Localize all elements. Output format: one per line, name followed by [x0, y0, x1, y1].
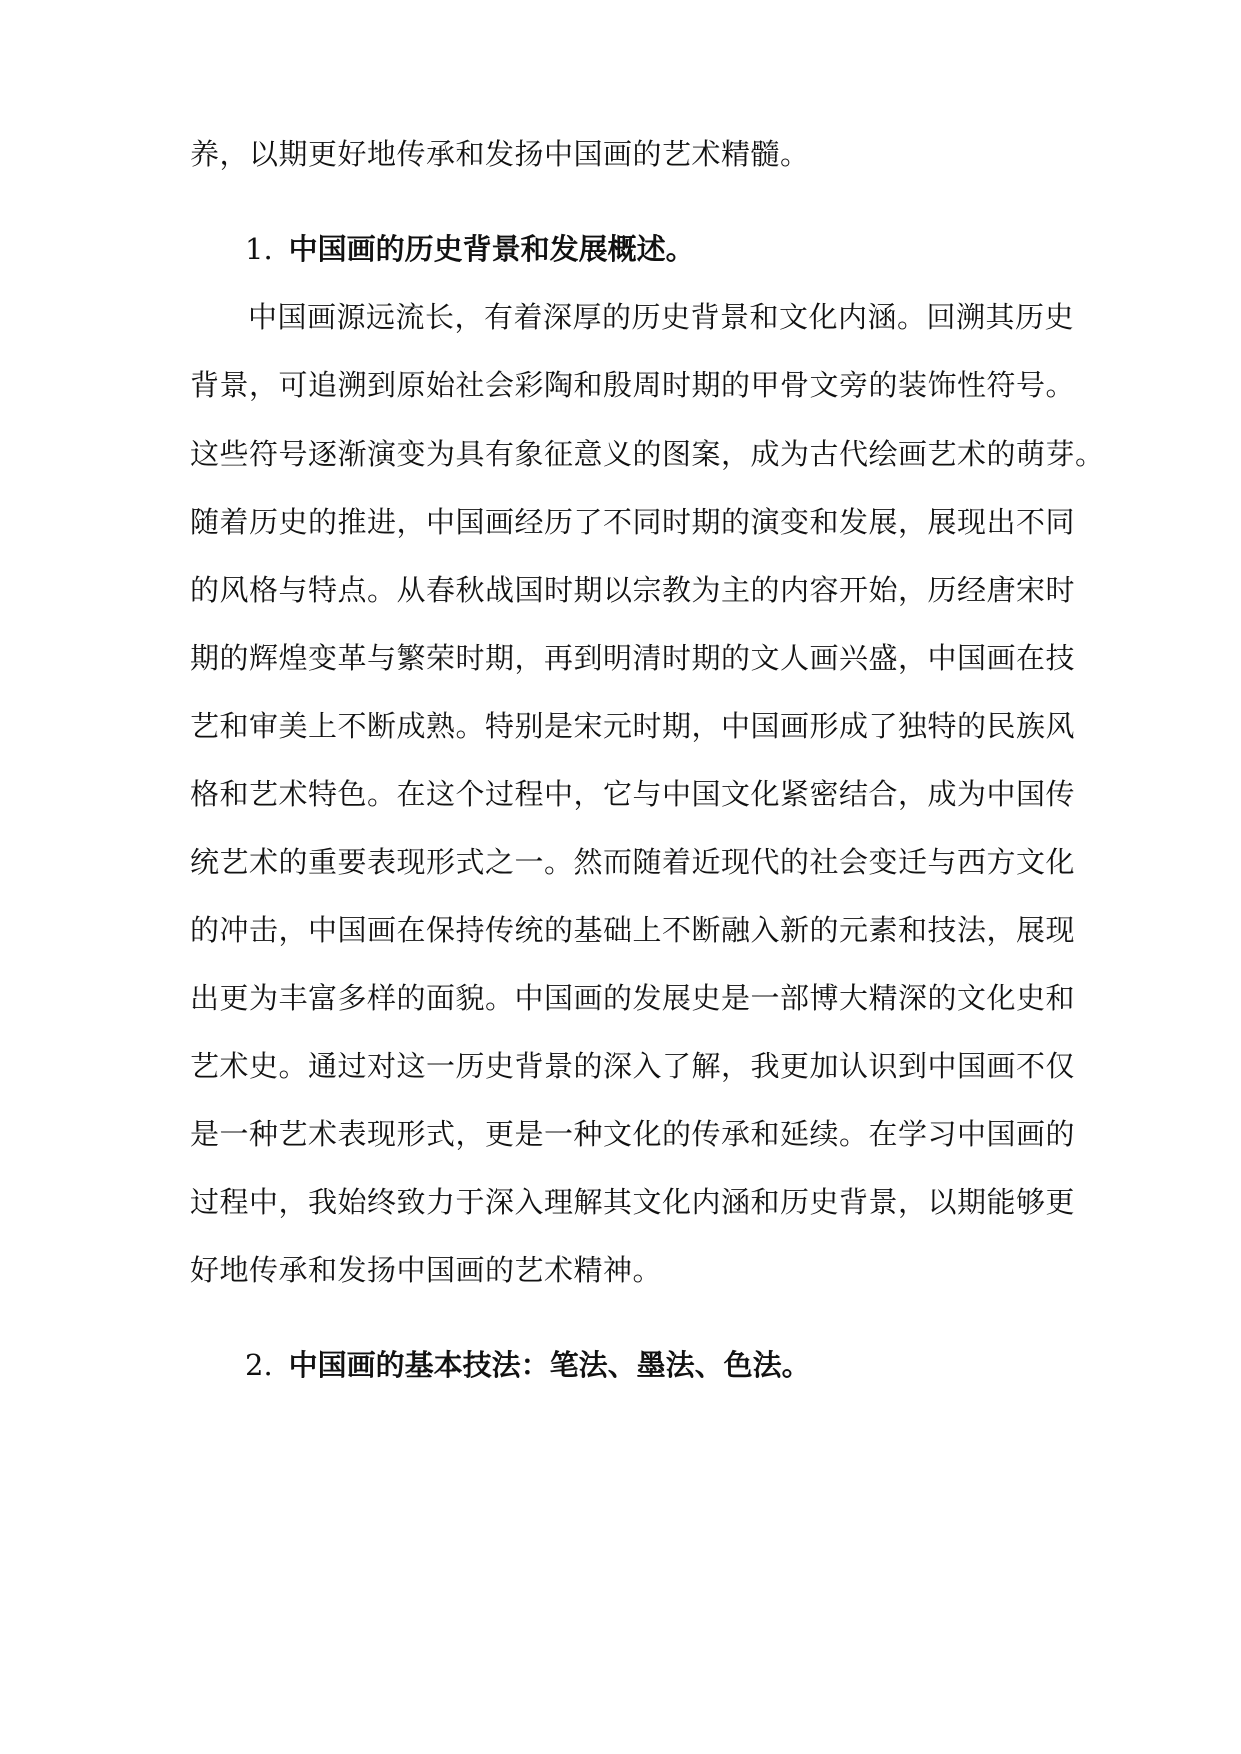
paragraph-line: 出更为丰富多样的面貌。中国画的发展史是一部博大精深的文化史和 [190, 981, 1076, 1015]
paragraph-line: 统艺术的重要表现形式之一。然而随着近现代的社会变迁与西方文化 [190, 845, 1076, 879]
section-1-title: 中国画的历史背景和发展概述。 [288, 232, 695, 266]
paragraph-line: 过程中，我始终致力于深入理解其文化内涵和历史背景，以期能够更 [190, 1185, 1076, 1219]
paragraph-line: 随着历史的推进，中国画经历了不同时期的演变和发展，展现出不同 [190, 505, 1076, 539]
paragraph-line: 好地传承和发扬中国画的艺术精神。 [190, 1253, 663, 1287]
paragraph-line: 期的辉煌变革与繁荣时期，再到明清时期的文人画兴盛，中国画在技 [190, 641, 1076, 675]
intro-tail-line: 养，以期更好地传承和发扬中国画的艺术精髓。 [190, 137, 810, 171]
paragraph-line: 中国画源远流长，有着深厚的历史背景和文化内涵。回溯其历史 [248, 300, 1075, 334]
paragraph-line: 是一种艺术表现形式，更是一种文化的传承和延续。在学习中国画的 [190, 1117, 1076, 1151]
section-2-heading [245, 1345, 811, 1385]
paragraph-line: 的冲击，中国画在保持传统的基础上不断融入新的元素和技法，展现 [190, 913, 1076, 947]
section-2-title: 中国画的基本技法：笔法、墨法、色法。 [288, 1348, 811, 1382]
paragraph-line: 格和艺术特色。在这个过程中，它与中国文化紧密结合，成为中国传 [190, 777, 1076, 811]
paragraph-line: 这些符号逐渐演变为具有象征意义的图案，成为古代绘画艺术的萌芽。 [190, 437, 1105, 471]
section-1-heading [245, 229, 695, 269]
section-2-number: 2. [245, 1348, 273, 1382]
paragraph-line: 艺和审美上不断成熟。特别是宋元时期，中国画形成了独特的民族风 [190, 709, 1076, 743]
paragraph-line: 艺术史。通过对这一历史背景的深入了解，我更加认识到中国画不仅 [190, 1049, 1076, 1083]
paragraph-line: 的风格与特点。从春秋战国时期以宗教为主的内容开始，历经唐宋时 [190, 573, 1076, 607]
section-1-number: 1. [245, 232, 273, 266]
paragraph-line: 背景，可追溯到原始社会彩陶和殷周时期的甲骨文旁的装饰性符号。 [190, 368, 1076, 402]
